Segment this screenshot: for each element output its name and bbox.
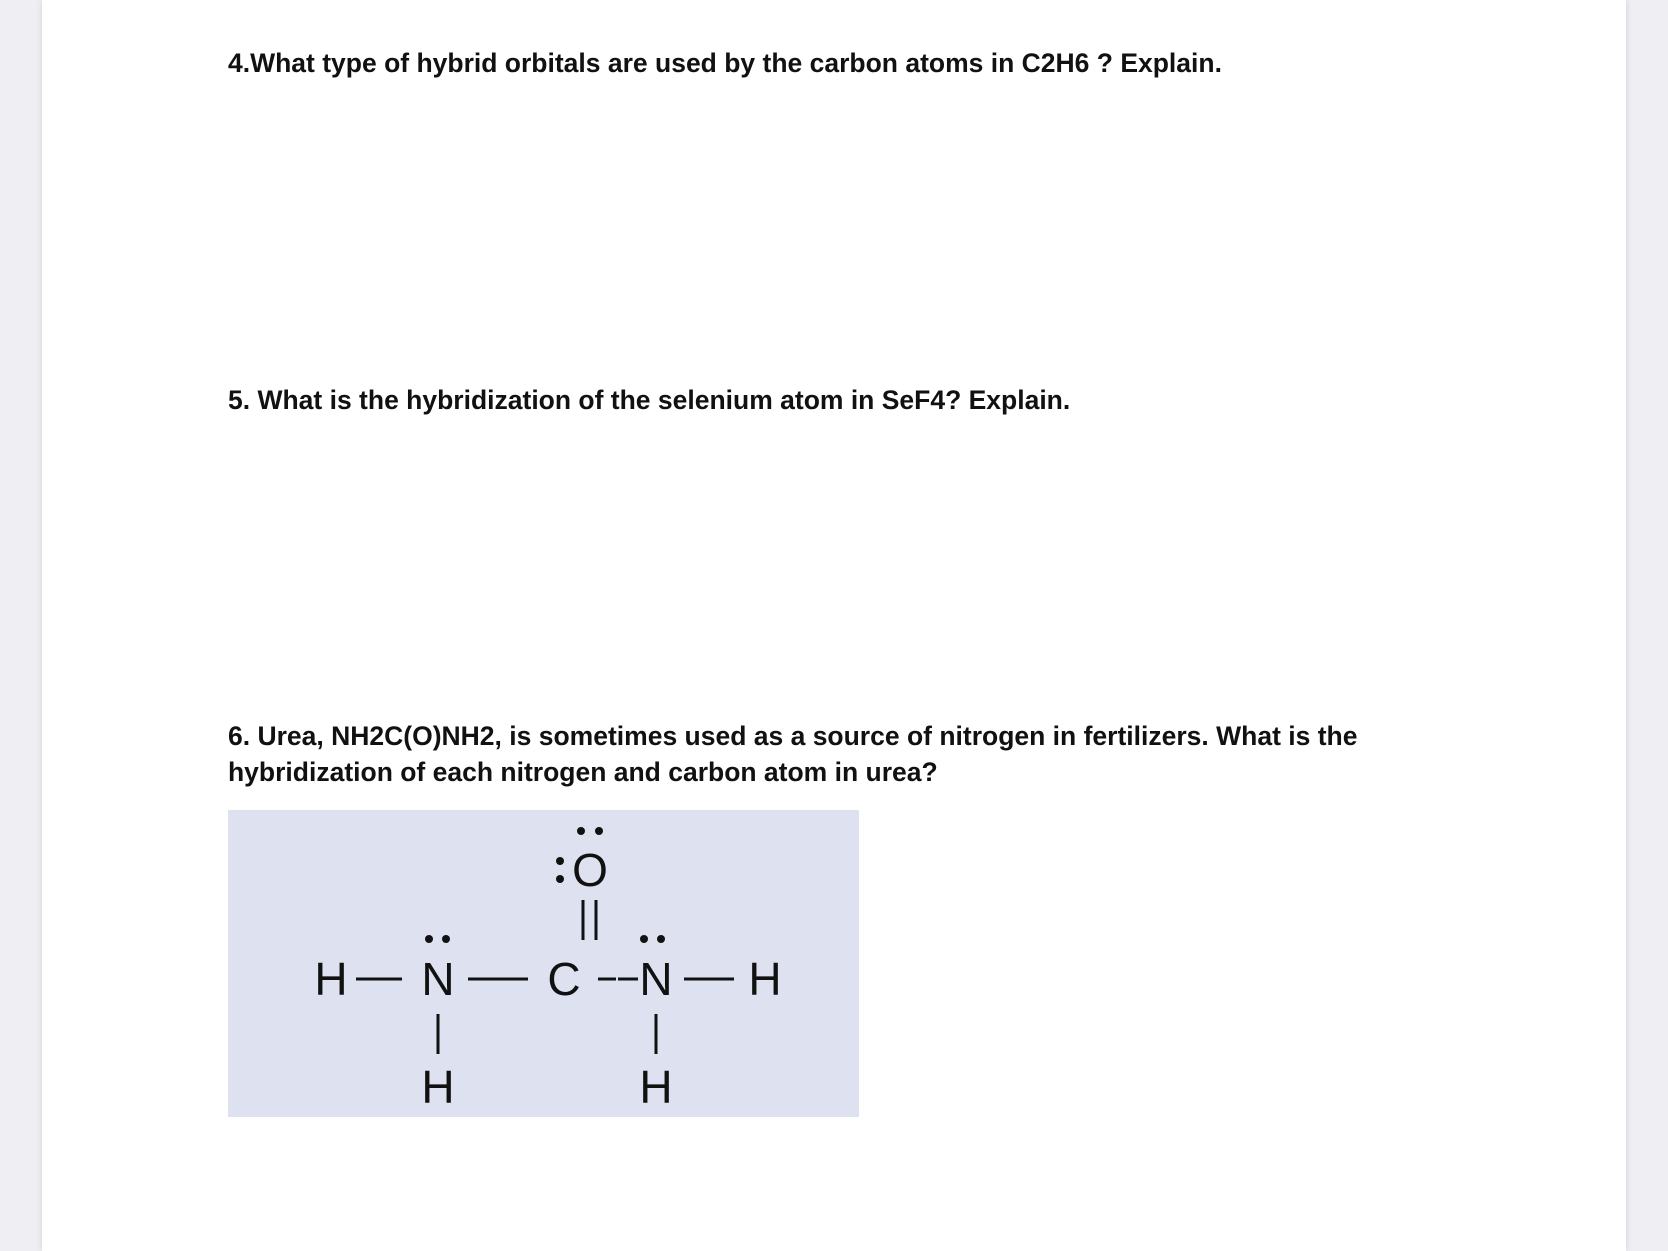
- carbon-atom: C: [547, 953, 581, 1005]
- urea-lewis-structure: [228, 810, 859, 1117]
- lone-pair-dot: [577, 827, 585, 835]
- nitrogen-right-atom: N: [639, 953, 673, 1005]
- lone-pair-dot: [442, 935, 450, 943]
- hydrogen-bottom-left-atom: H: [421, 1061, 455, 1113]
- lone-pair-dot: [556, 875, 564, 883]
- question-5: 5. What is the hybridization of the selenium atom in SeF4? Explain.: [228, 385, 1071, 415]
- question-4: 4.What type of hybrid orbitals are used by the carbon atoms in C2H6 ? Explain.: [228, 48, 1222, 78]
- lone-pair-dot: [640, 935, 648, 943]
- lone-pair-dot: [425, 935, 433, 943]
- oxygen-atom: O: [572, 844, 608, 896]
- hydrogen-bottom-right-atom: H: [639, 1061, 673, 1113]
- document-page: [42, 0, 1626, 1251]
- hydrogen-left-atom: H: [314, 953, 348, 1005]
- lone-pair-dot: [556, 857, 564, 865]
- nitrogen-left-atom: N: [421, 953, 455, 1005]
- hydrogen-right-atom: H: [748, 953, 782, 1005]
- lone-pair-dot: [595, 827, 603, 835]
- urea-lewis-structure-svg: [228, 810, 859, 1117]
- question-6: 6. Urea, NH2C(O)NH2, is sometimes used as a source of nitrogen in fertilizers. What is the hybridization of each nitrogen and carbon atom in urea?: [228, 721, 1358, 787]
- lone-pair-dot: [657, 935, 665, 943]
